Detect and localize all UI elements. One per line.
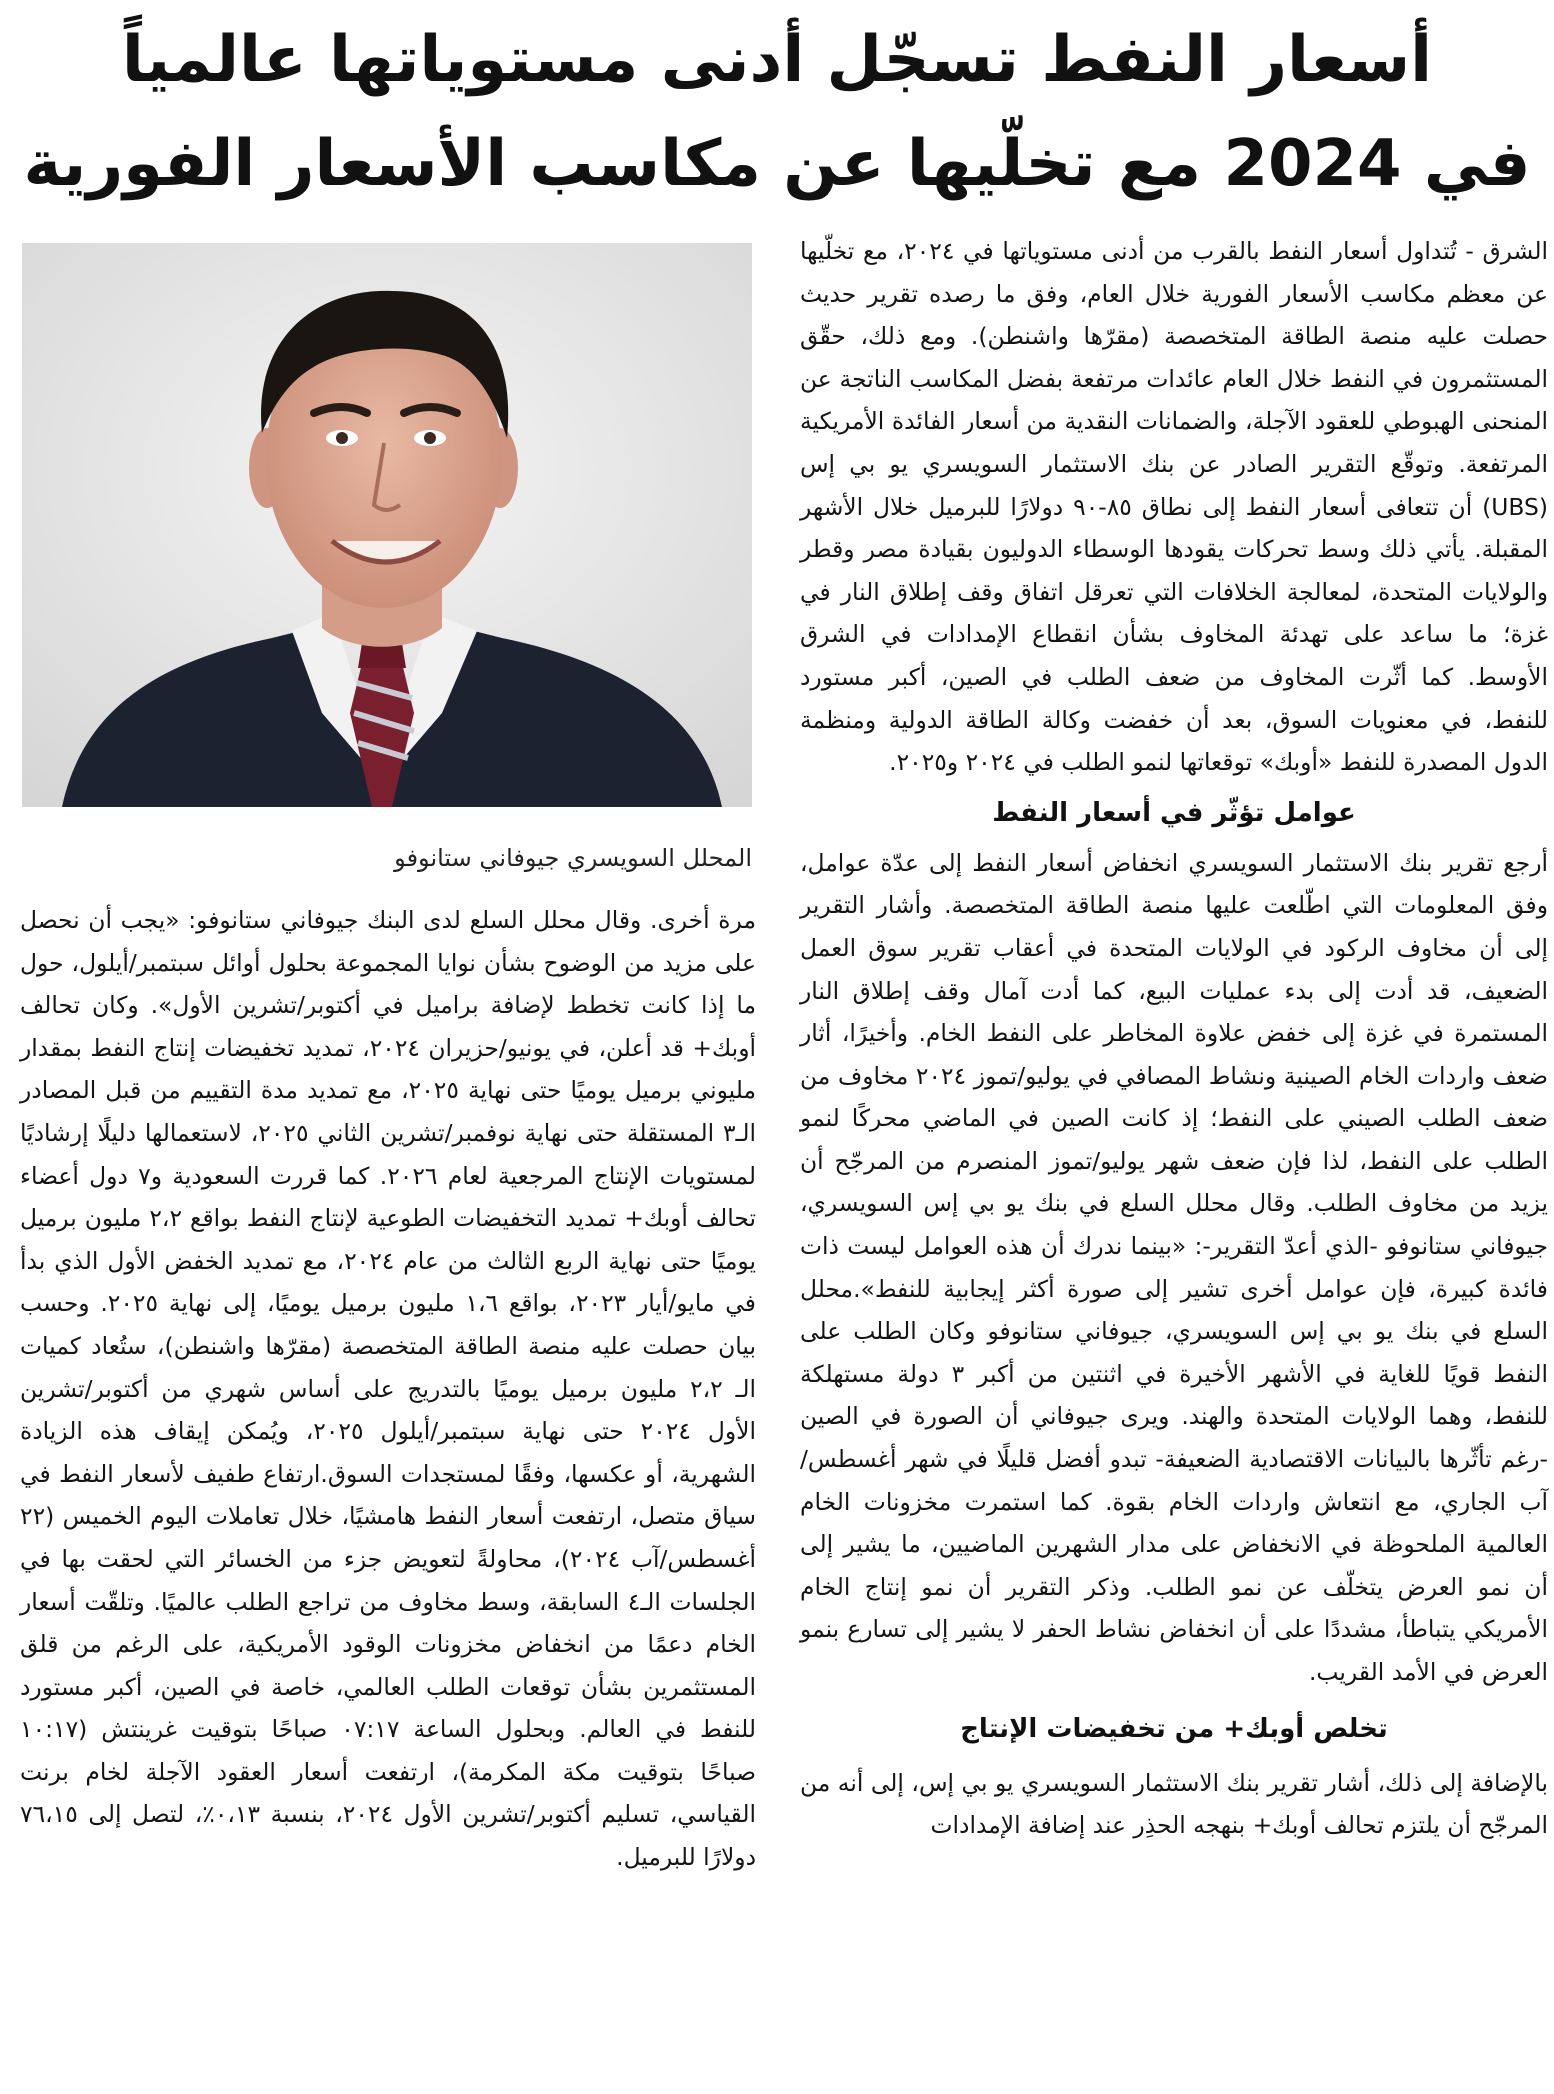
article-section-factors: أرجع تقرير بنك الاستثمار السويسري انخفاض أسعار النفط إلى عدّة عوامل، وفق المعلومات التي اطّلعت عليها منصة الطاقة المتخصصة. وأشار التقرير إلى أن مخاوف الركود في الولايات المتحدة في أعقاب تقرير سوق العمل الضعيف، قد أدت إلى بدء عمليات البيع، كما أدت آمال وقف إطلاق النار المستمرة في غزة إلى خفض علاوة المخاطر على النفط الخام. وأخيرًا، أثار ضعف واردات الخام الصينية ونشاط المصافي في يوليو/تموز ٢٠٢٤ مخاوف من ضعف الطلب الصيني على النفط؛ إذ كانت الصين في الماضي محركًا لنمو الطلب على النفط، لذا فإن ضعف شهر يوليو/تموز المنصرم من المرجّح أن يزيد من مخاوف الطلب. وقال محلل السلع في بنك يو بي إس السويسري، جيوفاني ستانوفو -الذي أعدّ التقرير-: «بينما ندرك أن هذه العوامل ليست ذات فائدة كبيرة، فإن عوامل أخرى تشير إلى صورة أكثر إيجابية للنفط».محلل السلع في بنك يو بي إس السويسري، جيوفاني ستانوفو وكان الطلب على النفط قويًا للغاية في الأشهر الأخيرة في اثنتين من أكبر ٣ دولة مستهلكة للنفط، وهما الولايات المتحدة والهند. ويرى جيوفاني أن الصورة في الصين -رغم تأثّرها بالبيانات الاقتصادية الضعيفة- تبدو أفضل قليلًا في شهر أغسطس/آب الجاري، مع انتعاش واردات الخام بقوة. كما استمرت مخزونات الخام العالمية الملحوظة في الانخفاض على مدار الشهرين الماضيين، ما يشير إلى أن نمو العرض يتخلّف عن نمو الطلب. وذكر التقرير أن نمو إنتاج الخام الأمريكي يتباطأ، مشددًا على أن انخفاض نشاط الحفر لا يشير إلى تسارع بنمو العرض في الأمد القريب. xyxy=(800,848,1548,1686)
article-intro: الشرق - تُتداول أسعار النفط بالقرب من أدنى مستوياتها في ٢٠٢٤، مع تخلّيها عن معظم مكاسب الأسعار الفورية خلال العام، وفق ما رصده تقرير حديث حصلت عليه منصة الطاقة المتخصصة (مقرّها واشنطن). ومع ذلك، حقّق المستثمرون في النفط خلال العام عائدات مرتفعة بفضل المكاسب الناتجة عن المنحنى الهبوطي للعقود الآجلة، والضمانات النقدية من أسعار الفائدة الأمريكية المرتفعة. وتوقّع التقرير الصادر عن بنك الاستثمار السويسري يو بي إس (UBS) أن تتعافى أسعار النفط إلى نطاق ٨٥-٩٠ دولارًا للبرميل خلال الأشهر المقبلة. يأتي ذلك وسط تحركات يقودها الوسطاء الدوليون بقيادة مصر وقطر والولايات المتحدة، لمعالجة الخلافات التي تعرقل اتفاق وقف إطلاق النار في غزة؛ ما ساعد على تهدئة المخاوف بشأن انقطاع الإمدادات في الشرق الأوسط. كما أثّرت المخاوف من ضعف الطلب في الصين، أكبر مستورد للنفط، في معنويات السوق، بعد أن خفضت وكالة الطاقة الدولية ومنظمة الدول المصدرة للنفط «أوبك» توقعاتها لنمو الطلب في ٢٠٢٤ و٢٠٢٥. xyxy=(800,237,1549,777)
article-section-opec: بالإضافة إلى ذلك، أشار تقرير بنك الاستثمار السويسري يو بي إس، إلى أنه من المرجّح أن يلتزم تحالف أوبك+ بنهجه الحذِر عند إضافة الإمدادات xyxy=(800,1768,1548,1840)
photo-caption: المحلل السويسري جيوفاني ستانوفو xyxy=(394,844,752,872)
article-continuation: مرة أخرى. وقال محلل السلع لدى البنك جيوفاني ستانوفو: «يجب أن نحصل على مزيد من الوضوح بشأن نوايا المجموعة بحلول أوائل سبتمبر/أيلول، حول ما إذا كانت تخطط لإضافة براميل في أكتوبر/تشرين الأول». وكان تحالف أوبك+ قد أعلن، في يونيو/حزيران ٢٠٢٤، تمديد تخفيضات إنتاج النفط بمقدار مليوني برميل يوميًا حتى نهاية ٢٠٢٥، مع تمديد مدة التقييم من قبل المصادر الـ٣ المستقلة حتى نهاية نوفمبر/تشرين الثاني ٢٠٢٥، لاستعمالها دليلًا إرشاديًا لمستويات الإنتاج المرجعية لعام ٢٠٢٦. كما قررت السعودية و٧ دول أعضاء تحالف أوبك+ تمديد التخفيضات الطوعية لإنتاج النفط بواقع ٢،٢ مليون برميل يوميًا حتى نهاية الربع الثالث من عام ٢٠٢٤، مع تمديد الخفض الأول الذي بدأ في مايو/أيار ٢٠٢٣، بواقع ١،٦ مليون برميل يوميًا، إلى نهاية ٢٠٢٥. وحسب بيان حصلت عليه منصة الطاقة المتخصصة (مقرّها واشنطن)، ستُعاد كميات الـ ٢،٢ مليون برميل يوميًا بالتدريج على أساس شهري من أكتوبر/تشرين الأول ٢٠٢٤ حتى نهاية سبتمبر/أيلول ٢٠٢٥، ويُمكن إيقاف هذه الزيادة الشهرية، أو عكسها، وفقًا لمستجدات السوق.ارتفاع طفيف لأسعار النفط في سياق متصل، ارتفعت أسعار النفط هامشيًا، خلال تعاملات اليوم الخميس (٢٢ أغسطس/آب ٢٠٢٤)، محاولةً لتعويض جزء من الخسائر التي لحقت بها في الجلسات الـ٤ السابقة، وسط مخاوف من تراجع الطلب عالميًا. وتلقّت أسعار الخام دعمًا من انخفاض مخزونات الوقود الأمريكية، على الرغم من قلق المستثمرين بشأن توقعات الطلب العالمي، خاصة في الصين، أكبر مستورد للنفط في العالم. وبحلول الساعة ٠٧:١٧ صباحًا بتوقيت غرينتش (١٠:١٧ صباحًا بتوقيت مكة المكرمة)، ارتفعت أسعار العقود الآجلة لخام برنت القياسي، تسليم أكتوبر/تشرين الأول ٢٠٢٤، بنسبة ٠،١٣٪، لتصل إلى ٧٦،١٥ دولارًا للبرميل. xyxy=(20,906,757,1872)
headline-line-1: أسعار النفط تسجّل أدنى مستوياتها عالمياً xyxy=(121,23,1433,97)
headline xyxy=(20,8,1534,216)
headline-line-2: في 2024 مع تخلّيها عن مكاسب الأسعار الفورية xyxy=(23,127,1531,201)
article-left-column xyxy=(20,899,756,1879)
analyst-photo xyxy=(22,243,752,807)
article-right-column xyxy=(800,230,1548,1847)
subheading-opec-cuts: تخلص أوبك+ من تخفيضات الإنتاج xyxy=(960,1713,1388,1744)
subheading-factors: عوامل تؤثّر في أسعار النفط xyxy=(992,797,1356,828)
